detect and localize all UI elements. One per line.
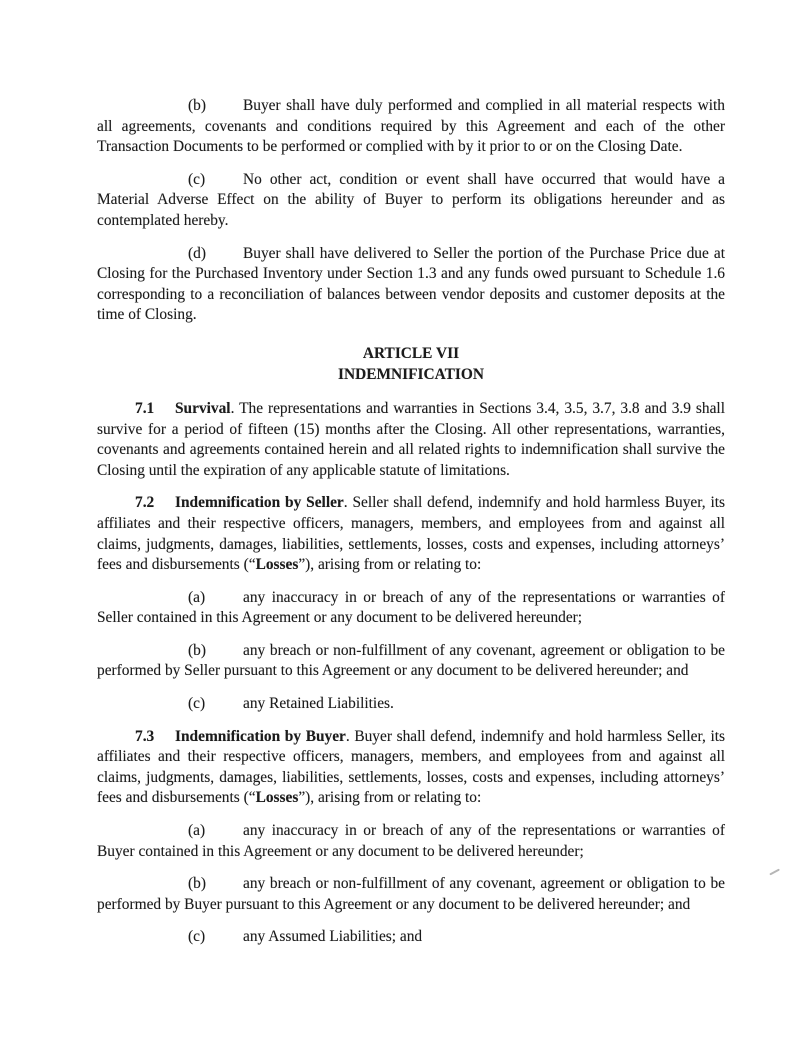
section-title: Indemnification by Seller — [175, 494, 344, 512]
clause-label: (c) — [188, 695, 206, 713]
clause-label: (c) — [188, 170, 206, 188]
section-7-2-indemnification-by-seller — [97, 493, 725, 575]
clause-text: any Retained Liabilities. — [243, 695, 394, 713]
section-number: 7.3 — [135, 727, 155, 745]
clause-7-2-b — [97, 641, 725, 682]
section-body-post: ”), arising from or relating to: — [298, 556, 482, 574]
clause-label: (a) — [188, 588, 206, 606]
section-7-1-survival — [97, 399, 725, 481]
clause-text: Buyer shall have delivered to Seller the portion of the Purchase Price due at Closing for the Purchased Inventory under Section 1.3 and any funds owed pursuant to Schedule 1.6 corresponding to a reconciliation of balances between vendor deposits and customer deposits at the time of Closing. — [97, 244, 725, 324]
clause-text: any breach or non-fulfillment of any covenant, agreement or obligation to be performed by Seller pursuant to this Agreement or any document to be delivered hereunder; and — [97, 641, 725, 680]
clause-7-3-b — [97, 874, 725, 915]
clause-text: No other act, condition or event shall have occurred that would have a Material Adverse Effect on the ability of Buyer to perform its obligations hereunder and as contemplated hereby. — [97, 170, 725, 229]
clause-7-3-a — [97, 821, 725, 862]
clause-b — [97, 96, 725, 158]
clause-c — [97, 170, 725, 232]
section-title: Survival — [175, 399, 231, 417]
clause-7-2-c — [97, 694, 725, 715]
clause-label: (b) — [188, 97, 206, 114]
section-7-3-indemnification-by-buyer — [97, 727, 725, 809]
clause-label: (b) — [188, 875, 206, 893]
section-number: 7.2 — [135, 494, 155, 512]
clause-text: any inaccuracy in or breach of any of the representations or warranties of Buyer contained in this Agreement or any document to be delivered hereunder; — [97, 822, 725, 860]
clause-text: any breach or non-fulfillment of any covenant, agreement or obligation to be performed by Buyer pursuant to this Agreement or any document to be delivered hereunder; and — [97, 875, 725, 913]
defined-term-losses: Losses — [255, 789, 299, 807]
section-body: . The representations and warranties in Sections 3.4, 3.5, 3.7, 3.8 and 3.9 shall survive for a period of fifteen (15) months after the Closing. All other representations, warranties, covenants and agreements contained herein and all related rights to indemnification shall survive the Closing until the expiration of any applicable statute of limitations. — [97, 399, 725, 479]
section-title: Indemnification by Buyer — [175, 727, 346, 745]
clause-text: Buyer shall have duly performed and complied in all material respects with all agreements, covenants and conditions required by this Agreement and each of the other Transaction Documents to be performed or complied with by it prior to or on the Closing Date. — [97, 97, 725, 156]
clause-label: (d) — [188, 244, 206, 262]
clause-label: (b) — [188, 641, 206, 659]
article-number: ARTICLE VII — [362, 344, 460, 362]
defined-term-losses: Losses — [255, 556, 299, 574]
article-heading — [97, 343, 725, 385]
section-number: 7.1 — [135, 399, 155, 417]
clause-label: (c) — [188, 928, 206, 946]
article-title: INDEMNIFICATION — [338, 365, 484, 383]
clause-7-3-c — [97, 927, 725, 948]
clause-text: any Assumed Liabilities; and — [243, 928, 423, 946]
section-body-pre: . Seller shall defend, indemnify and hold harmless Buyer, its affiliates and their respective officers, managers, members, and employees from and against all claims, judgments, damages, liabilities, settlements, losses, costs and expenses, including attorneys’ fees and disbursements (“ — [97, 494, 725, 574]
clause-label: (a) — [188, 822, 206, 840]
clause-7-2-a — [97, 588, 725, 629]
clause-d — [97, 244, 725, 326]
section-body-pre: . Buyer shall defend, indemnify and hold harmless Seller, its affiliates and their respective officers, managers, members, and employees from and against all claims, judgments, damages, liabilities, settlements, losses, costs and expenses, including attorneys’ fees and disbursements (“ — [97, 727, 725, 807]
clause-text: any inaccuracy in or breach of any of the representations or warranties of Seller contained in this Agreement or any document to be delivered hereunder; — [97, 588, 725, 627]
section-body-post: ”), arising from or relating to: — [298, 789, 482, 807]
